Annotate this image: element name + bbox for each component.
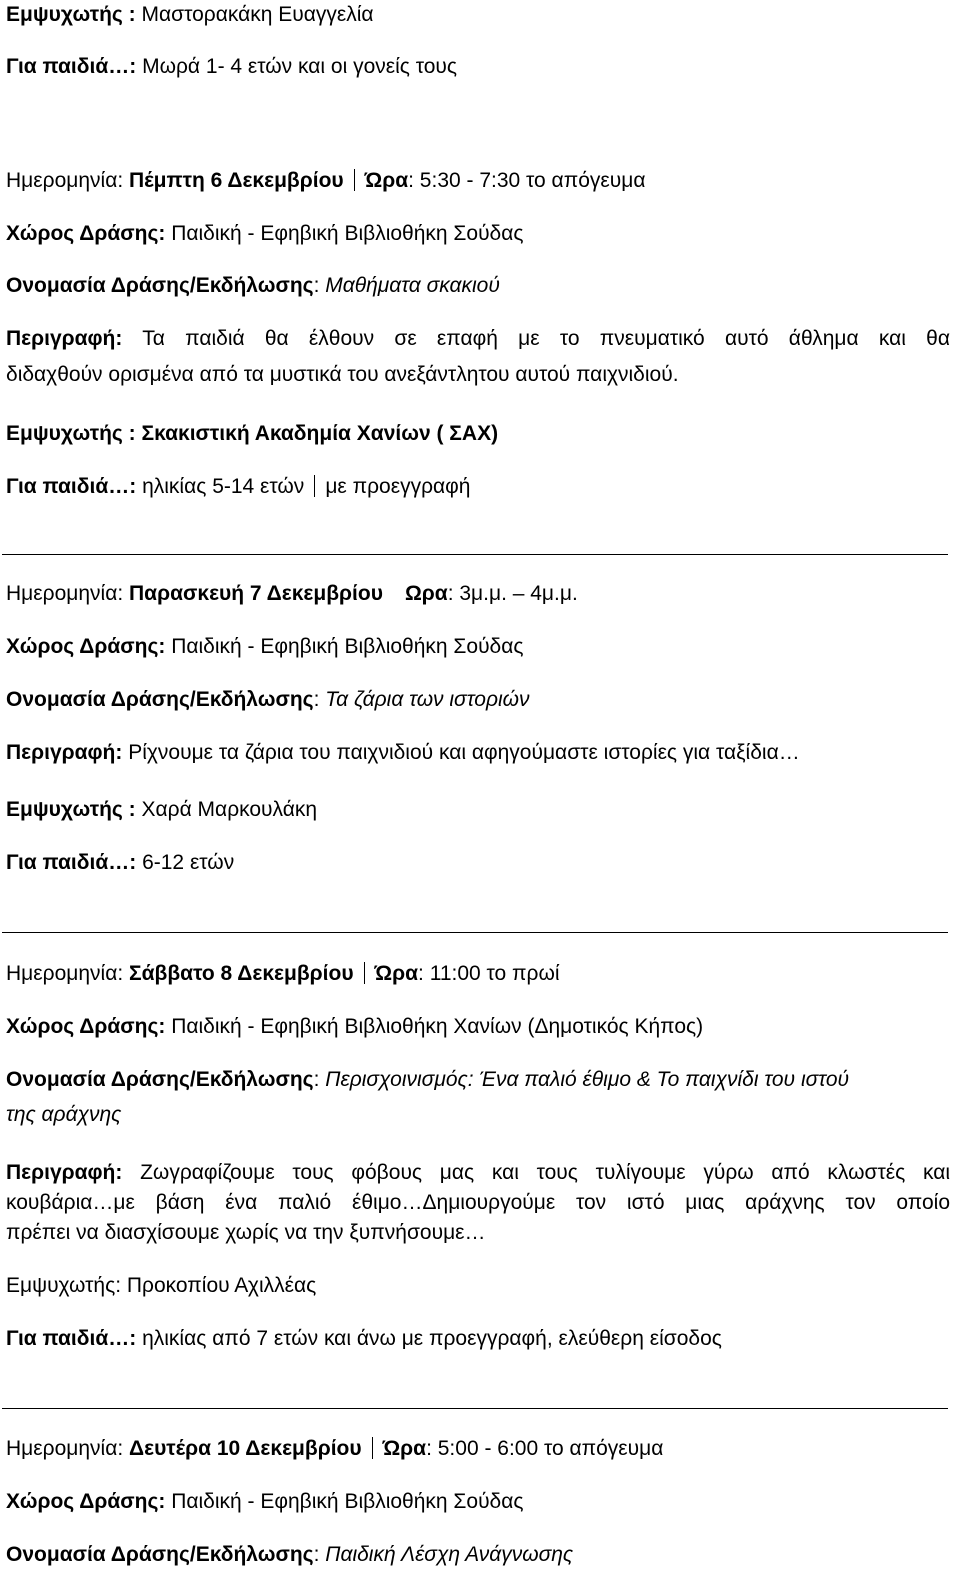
place-label: Χώρος Δράσης:	[6, 1015, 166, 1038]
event-2-place-line	[6, 634, 524, 660]
event-1-date-line	[6, 168, 645, 194]
date-label: Ημερομηνία:	[6, 582, 130, 605]
event-3-place-line	[6, 1014, 703, 1040]
name-label: Ονομασία Δράσης/Εκδήλωσης	[6, 688, 314, 711]
kids-value: 6-12 ετών	[136, 851, 235, 874]
name-label: Ονομασία Δράσης/Εκδήλωσης	[6, 274, 314, 297]
event-1-place-line	[6, 221, 524, 247]
event-3-desc-line-3: πρέπει να διασχίσουμε χωρίς να την ξυπνήσουμε…	[6, 1221, 486, 1244]
time-value: : 11:00 το πρωί	[418, 962, 560, 985]
place-value: Παιδική - Εφηβική Βιβλιοθήκη Σούδας	[165, 635, 524, 658]
desc-label: Περιγραφή:	[6, 327, 123, 350]
place-value: Παιδική - Εφηβική Βιβλιοθήκη Σούδας	[165, 222, 524, 245]
name-value-cont: της αράχνης	[6, 1103, 122, 1126]
animator-label: Εμψυχωτής :	[6, 3, 136, 26]
date-label: Ημερομηνία:	[6, 962, 130, 985]
kids-label: Για παιδιά…:	[6, 851, 137, 874]
event-3-desc-line-1	[6, 1160, 950, 1186]
name-value: Περισχοινισμός: Ένα παλιό έθιμο & Το παιχνίδι του ιστού	[325, 1068, 850, 1091]
kids-value: ηλικίας από 7 ετών και άνω με προεγγραφή, ελεύθερη είσοδος	[136, 1327, 722, 1350]
time-label: Ώρα	[364, 169, 409, 192]
event-3-name-line-1: Ονομασία Δράσης/Εκδήλωσης: Περισχοινισμός: Ένα παλιό έθιμο & Το παιχνίδι του ιστού	[6, 1068, 850, 1091]
name-value: Παιδική Λέσχη Ανάγνωσης	[325, 1543, 574, 1566]
date-label: Ημερομηνία:	[6, 169, 130, 192]
place-value: Παιδική - Εφηβική Βιβλιοθήκη Χανίων (Δημοτικός Κήπος)	[165, 1015, 704, 1038]
time-label: Ώρα	[382, 1437, 427, 1460]
event-2-name-line: Ονομασία Δράσης/Εκδήλωσης: Τα ζάρια των ιστοριών	[6, 688, 530, 711]
animator-value: Χαρά Μαρκουλάκη	[135, 798, 318, 821]
divider	[2, 932, 948, 933]
place-label: Χώρος Δράσης:	[6, 635, 166, 658]
event-3-animator-line: Εμψυχωτής: Προκοπίου Αχιλλέας	[6, 1274, 317, 1297]
kids-value: Μωρά 1- 4 ετών και οι γονείς τους	[136, 55, 458, 78]
event-1-desc-line-2: διδαχθούν ορισμένα από τα μυστικά του ανεξάντλητου αυτού παιχνιδιού.	[6, 363, 679, 386]
kids-extra: με προεγγραφή	[325, 475, 471, 498]
kids-line	[6, 54, 457, 80]
animator-label: Εμψυχωτής :	[6, 798, 136, 821]
date-value: Σάββατο 8 Δεκεμβρίου	[129, 962, 354, 985]
event-4-date-line	[6, 1436, 663, 1462]
kids-label: Για παιδιά…:	[6, 475, 137, 498]
desc-text: Τα παιδιά θα έλθουν σε επαφή με το πνευματικό αυτό άθλημα και θα	[142, 327, 950, 350]
divider	[2, 554, 948, 555]
event-4-name-line: Ονομασία Δράσης/Εκδήλωσης: Παιδική Λέσχη Ανάγνωσης	[6, 1543, 574, 1566]
separator	[364, 962, 365, 984]
date-value: Παρασκευή 7 Δεκεμβρίου	[129, 582, 383, 605]
animator-value: Μαστορακάκη Ευαγγελία	[135, 3, 374, 26]
separator	[372, 1437, 373, 1459]
time-value: : 5:30 - 7:30 το απόγευμα	[408, 169, 646, 192]
place-label: Χώρος Δράσης:	[6, 222, 166, 245]
time-label: Ωρα	[404, 582, 448, 605]
event-3-name-line-2	[6, 1102, 121, 1128]
animator-text: Εμψυχωτής : Σκακιστική Ακαδημία Χανίων ( ΣΑΧ)	[6, 422, 499, 445]
name-value: Τα ζάρια των ιστοριών	[325, 688, 530, 711]
event-2-desc-line	[6, 740, 800, 766]
desc-label: Περιγραφή:	[6, 741, 123, 764]
event-4-place-line	[6, 1489, 524, 1515]
event-2-date-line	[6, 581, 578, 607]
time-value: : 5:00 - 6:00 το απόγευμα	[426, 1437, 664, 1460]
event-1-kids-line	[6, 474, 470, 500]
event-2-animator-line	[6, 797, 317, 823]
name-label: Ονομασία Δράσης/Εκδήλωσης	[6, 1543, 314, 1566]
time-value: : 3μ.μ. – 4μ.μ.	[447, 582, 578, 605]
kids-label: Για παιδιά…:	[6, 1327, 137, 1350]
event-3-date-line	[6, 961, 560, 987]
desc-label: Περιγραφή:	[6, 1161, 123, 1184]
event-3-desc-line-2: κουβάρια…με βάση ένα παλιό έθιμο…Δημιουργούμε τον ιστό μιας αράχνης τον οποίο	[6, 1191, 950, 1214]
name-value: Μαθήματα σκακιού	[325, 274, 500, 297]
date-label: Ημερομηνία:	[6, 1437, 130, 1460]
event-1-desc-line-1	[6, 326, 950, 352]
divider	[2, 1408, 948, 1409]
place-label: Χώρος Δράσης:	[6, 1490, 166, 1513]
desc-text: Ζωγραφίζουμε τους φόβους μας και τους τυλίγουμε γύρω από κλωστές και	[140, 1161, 950, 1184]
event-2-kids-line	[6, 850, 234, 876]
date-value: Πέμπτη 6 Δεκεμβρίου	[129, 169, 344, 192]
desc-text: Ρίχνουμε τα ζάρια του παιχνιδιού και αφηγούμαστε ιστορίες για ταξίδια…	[122, 741, 800, 764]
event-1-animator-line	[6, 421, 498, 447]
animator-line	[6, 2, 374, 28]
place-value: Παιδική - Εφηβική Βιβλιοθήκη Σούδας	[165, 1490, 524, 1513]
event-3-kids-line	[6, 1326, 722, 1352]
date-value: Δευτέρα 10 Δεκεμβρίου	[129, 1437, 362, 1460]
kids-value: ηλικίας 5-14 ετών	[136, 475, 305, 498]
separator	[354, 169, 355, 191]
name-label: Ονομασία Δράσης/Εκδήλωσης	[6, 1068, 314, 1091]
time-label: Ώρα	[374, 962, 419, 985]
event-1-name-line: Ονομασία Δράσης/Εκδήλωσης: Μαθήματα σκακιού	[6, 274, 500, 297]
separator	[314, 475, 315, 497]
kids-label: Για παιδιά…:	[6, 55, 137, 78]
